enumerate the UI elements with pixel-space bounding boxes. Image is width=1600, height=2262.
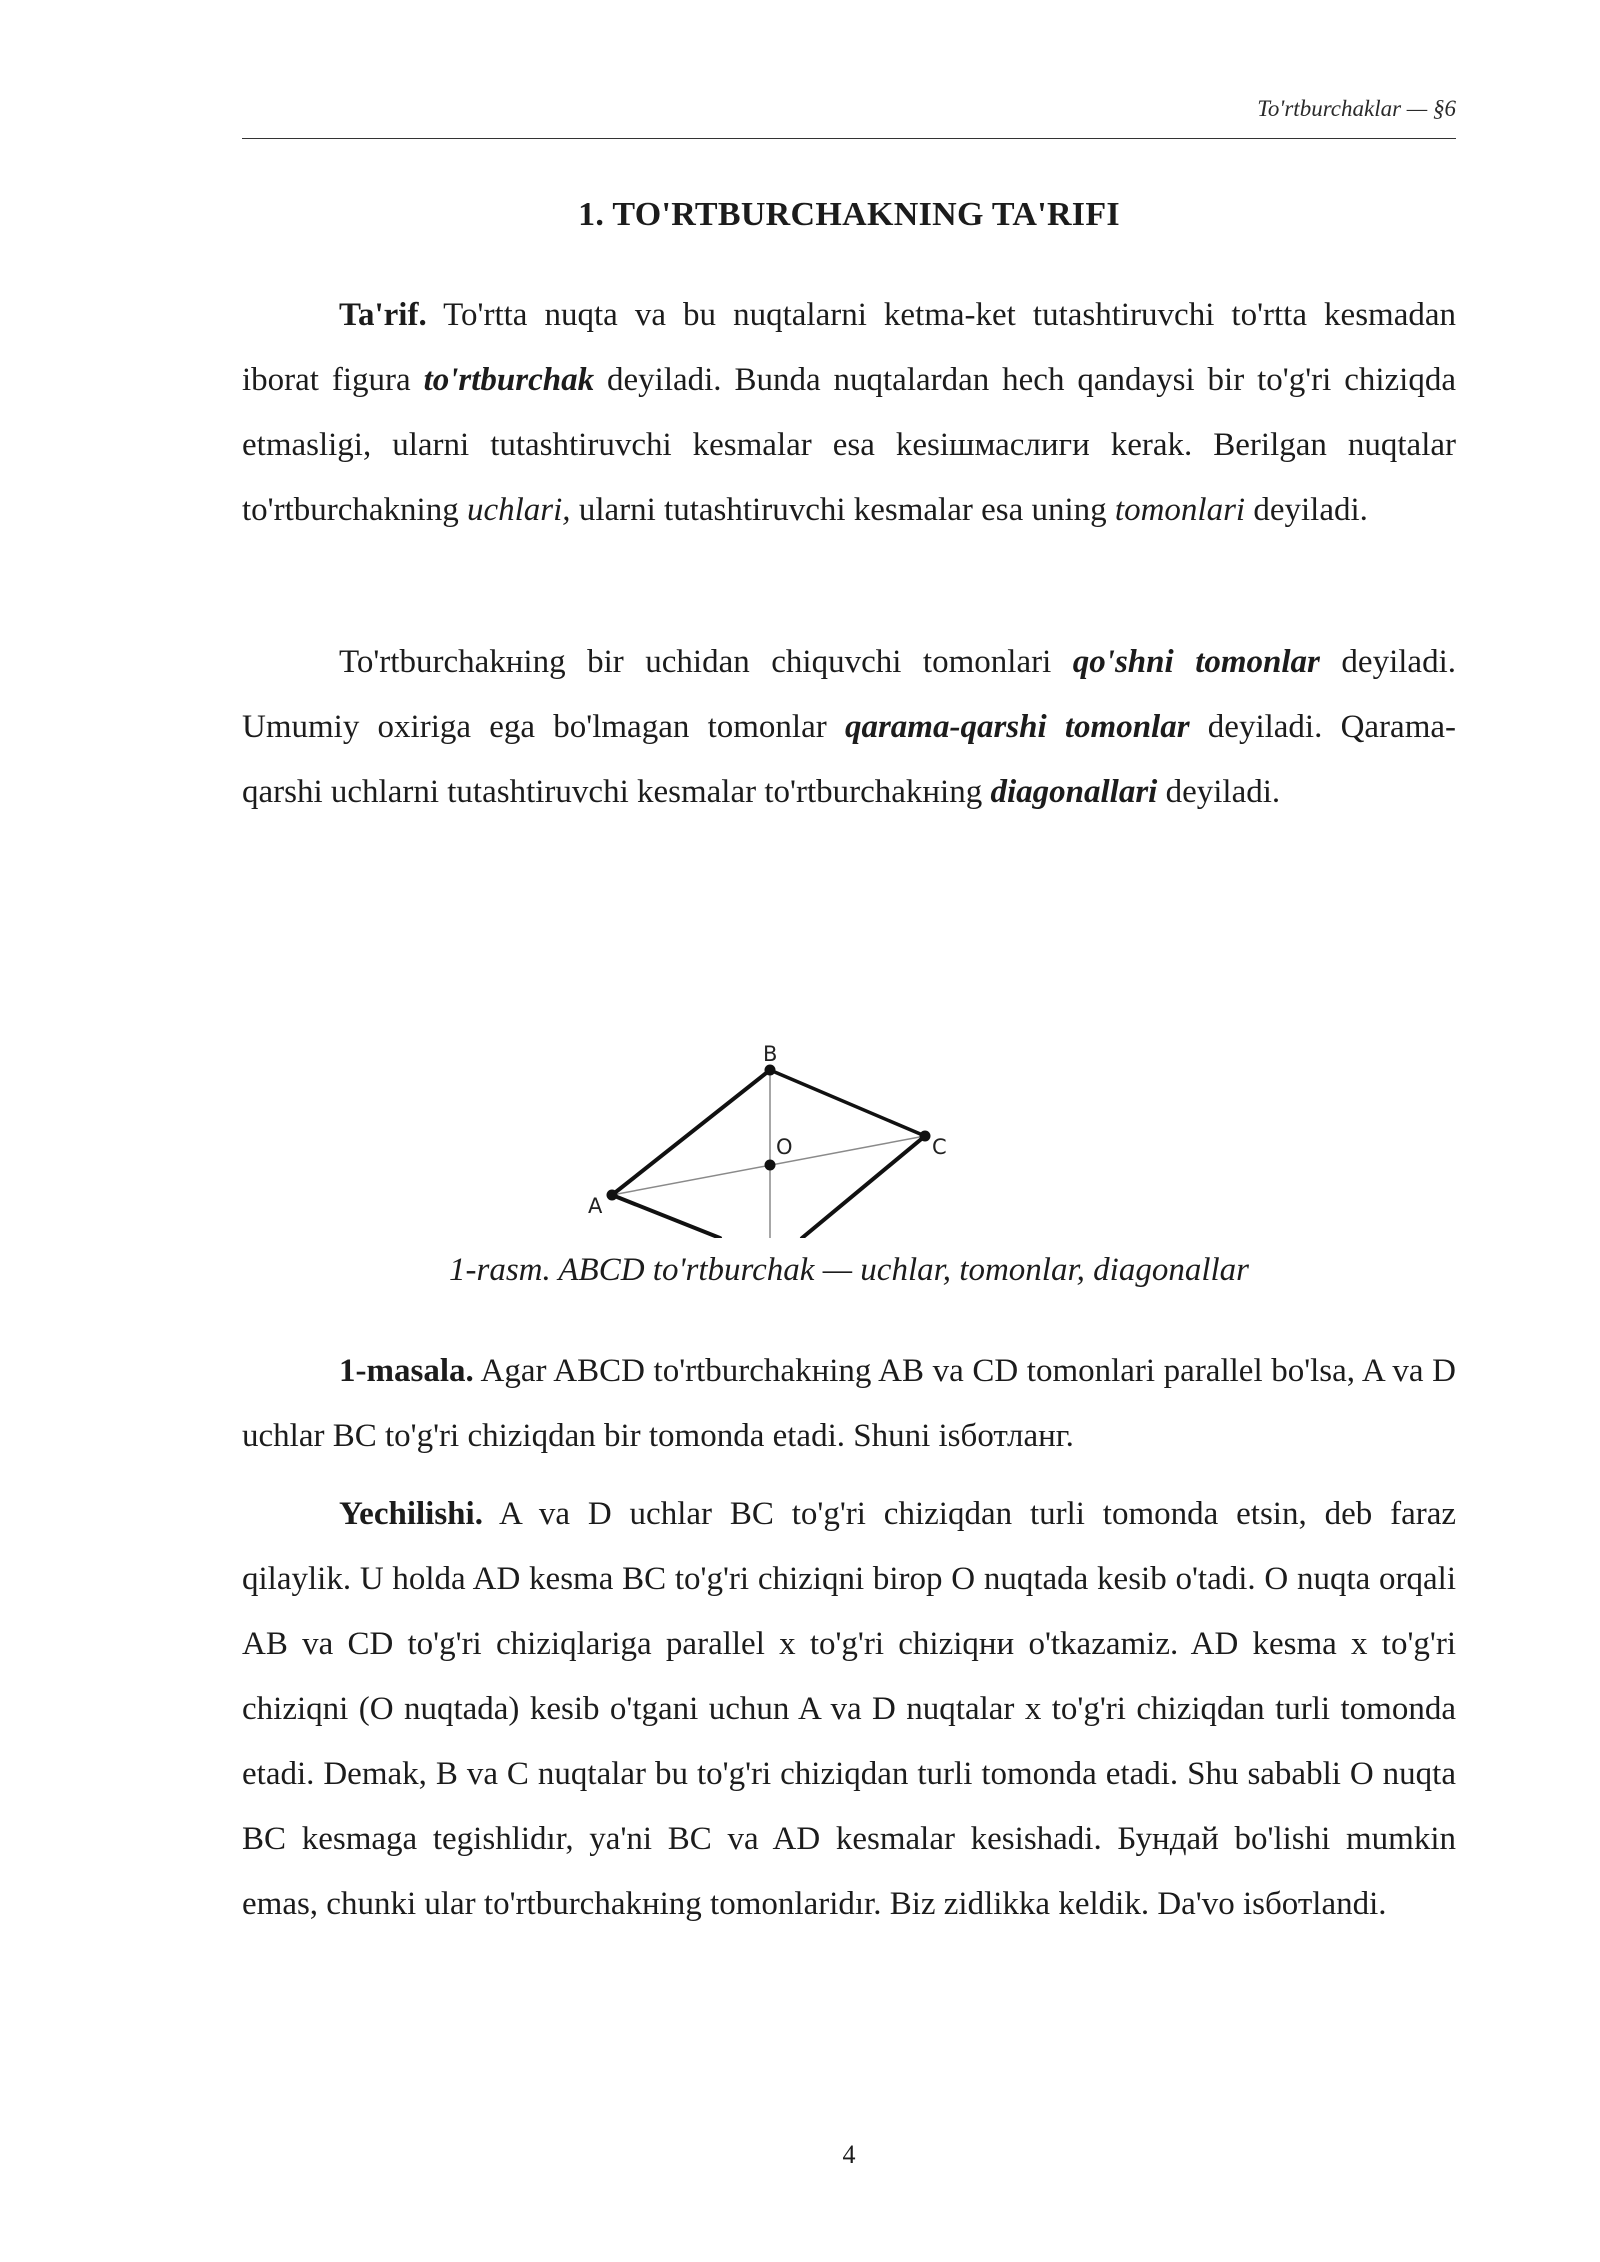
label-c: C: [932, 1135, 947, 1159]
point-a: [607, 1190, 618, 1201]
terms-text-4: deyiladi.: [1157, 774, 1281, 810]
solution-label: Yechilishi.: [339, 1496, 483, 1532]
definition-text-2: deyiladi. Bunda nuqtalardan hech qandaysi bir to'g'ri chiziqda etmasligi, ularni tutashtiruvchi kesmalar esa kesiшмаслиги kerak. Berilgan nuqtalar to'rtburchakning: [242, 362, 1456, 528]
side-ad: [612, 1195, 720, 1238]
quadrilateral-figure: [582, 970, 1082, 1238]
point-b: [765, 1065, 776, 1076]
definition-paragraph: [242, 283, 1456, 543]
label-b: B: [763, 1042, 778, 1066]
term-quadrilateral: to'rtburchak: [423, 362, 595, 398]
term-adjacent-sides: qo'shni tomonlar: [1072, 644, 1320, 680]
term-sides: tomonlari: [1114, 492, 1246, 528]
terms-text-3: deyiladi. Qarama-qarshi uchlarni tutashtiruvchi kesmalar to'rtburchakнing: [242, 709, 1456, 810]
page-number: 4: [842, 2140, 856, 2169]
label-a: A: [588, 1194, 603, 1218]
point-o: [765, 1160, 776, 1171]
label-o: O: [776, 1135, 793, 1159]
terms-paragraph: [242, 630, 1456, 825]
figure-caption: 1-rasm. ABCD to'rtburchak — uchlar, tomonlar, diagonallar: [448, 1252, 1249, 1288]
side-cd: [802, 1136, 925, 1238]
definition-text-4: deyiladi.: [1245, 492, 1368, 528]
running-header: To'rtburchaklar — §6: [1257, 96, 1456, 121]
definition-text-1: To'rtta nuqta va bu nuqtalarni ketma-ket tutashtiruvchi to'rtta kesmadan iborat figura: [242, 297, 1456, 398]
term-diagonals: diagonallari: [990, 774, 1158, 810]
term-opposite-sides: qarama-qarshi tomonlar: [844, 709, 1190, 745]
solution-text: A va D uchlar BC to'g'ri chiziqdan turli tomonda etsin, deb faraz qilaylik. U holda AD kesma BC to'g'ri chiziqni birop O nuqtada kesib o'tadi. O nuqta orqali AB va CD to'g'ri chiziqlariga parallel x to'g'ri chiziqни o'tkazamiz. AD kesma x to'g'ri chiziqni (O nuqtada) kesib o'tgani uchun A va D nuqtalar x to'g'ri chiziqdan turli tomonda etadi. Demak, B va C nuqtalar bu to'g'ri chiziqdan turli tomonda etadi. Shu sababli O nuqta BC kesmaga tegishlidır, ya'ni BC va AD kesmalar kesishadi. Бундай bo'lishi mumkin emas, chunki ular to'rtburchakнing tomonlaridır. Biz zidlikka keldik. Da'vo isботlandi.: [242, 1496, 1456, 1922]
definition-text-3: ularni tutashtiruvchi kesmalar esa uning: [570, 492, 1115, 528]
problem-text: Agar ABCD to'rtburchakнing AB va CD tomonlari parallel bo'lsa, A va D uchlar BC to'g'ri chiziqdan bir tomonda etadi. Shuni isботланг.: [242, 1353, 1456, 1454]
solution-paragraph: [242, 1482, 1456, 1937]
terms-text-2: deyiladi. Umumiy oxiriga ega bo'lmagan tomonlar: [242, 644, 1456, 745]
side-bc: [770, 1070, 925, 1136]
quadrilateral-diagram: [582, 970, 1082, 1238]
header-rule: [242, 138, 1456, 139]
terms-text-1: To'rtburchakнing bir uchidan chiquvchi tomonlari: [339, 644, 1073, 680]
section-title: 1. TO'RTBURCHAKNING TA'RIFI: [578, 196, 1120, 233]
point-c: [920, 1131, 931, 1142]
definition-label: Ta'rif.: [339, 297, 427, 333]
problem-label: 1-masala.: [339, 1353, 474, 1389]
problem-paragraph: [242, 1339, 1456, 1469]
side-ab: [612, 1070, 770, 1195]
term-vertices: uchlari,: [466, 492, 571, 528]
